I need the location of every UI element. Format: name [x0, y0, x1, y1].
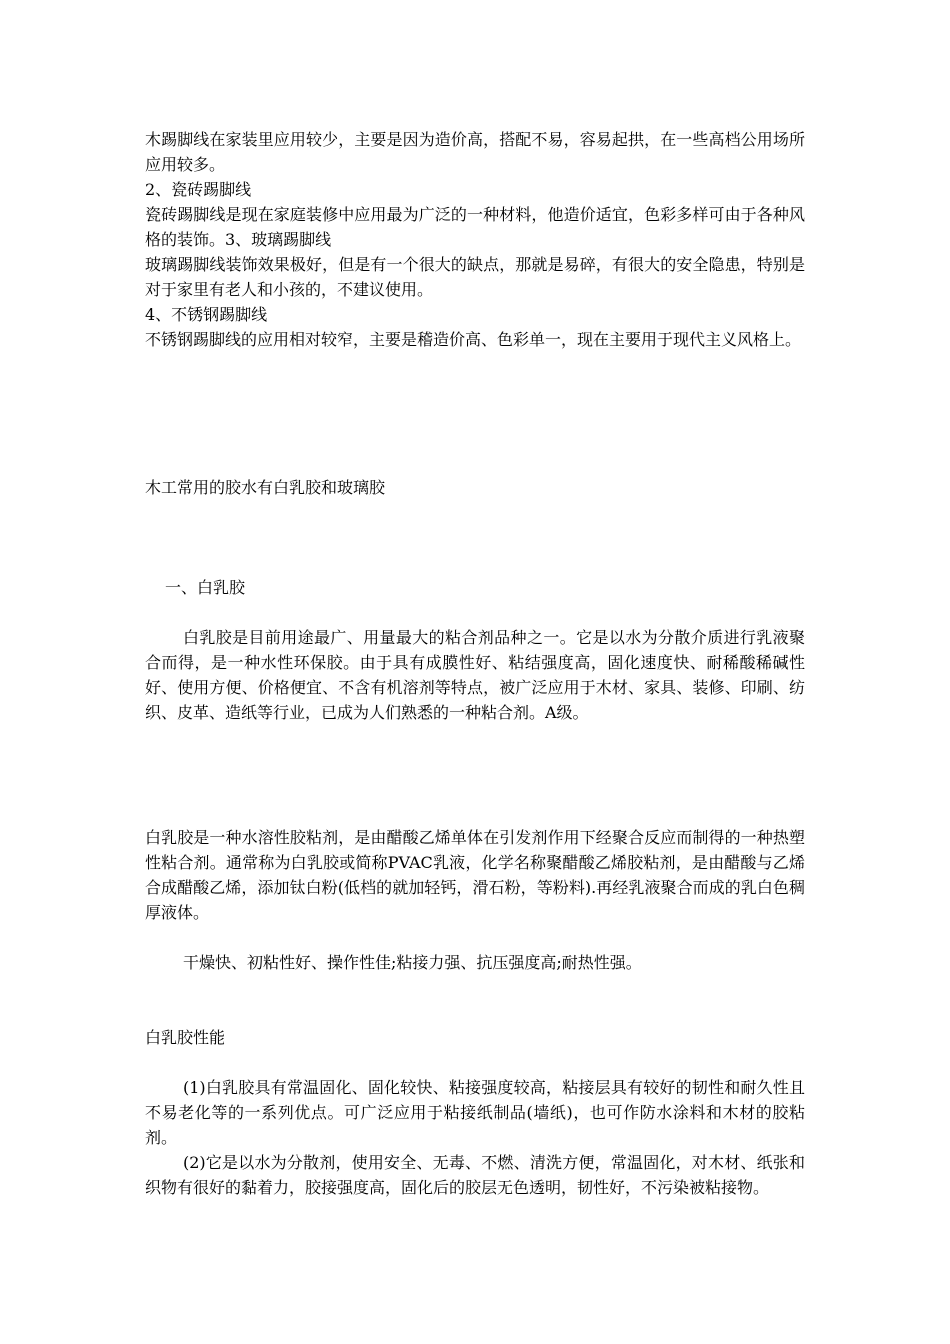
paragraph-white-latex-composition: 白乳胶是一种水溶性胶粘剂，是由醋酸乙烯单体在引发剂作用下经聚合反应而制得的一种热塑性粘合剂。通常称为白乳胶或简称PVAC乳液，化学名称聚醋酸乙烯胶粘剂，是由醋酸与乙烯合成醋酸乙烯，添加钛白粉(低档的就加轻钙，滑石粉，等粉料).再经乳液聚合而成的乳白色稠厚液体。 — [145, 828, 805, 922]
paragraph-tile-baseboard: 瓷砖踢脚线是现在家庭装修中应用最为广泛的一种材料，他造价适宜，色彩多样可由于各种风格的装饰。3、玻璃踢脚线 — [145, 205, 805, 249]
paragraph-glass-baseboard: 玻璃踢脚线装饰效果极好，但是有一个很大的缺点，那就是易碎，有很大的安全隐患，特别是对于家里有老人和小孩的，不建议使用。 — [145, 255, 805, 299]
heading-white-latex: 一、白乳胶 — [165, 578, 246, 597]
section-title-glue: 木工常用的胶水有白乳胶和玻璃胶 — [145, 478, 386, 497]
heading-white-latex-performance: 白乳胶性能 — [145, 1028, 226, 1047]
paragraph-white-latex-features: 干燥快、初粘性好、操作性佳;粘接力强、抗压强度高;耐热性强。 — [183, 953, 642, 972]
paragraph-performance-1: (1)白乳胶具有常温固化、固化较快、粘接强度较高，粘接层具有较好的韧性和耐久性且不易老化等的一系列优点。可广泛应用于粘接纸制品(墙纸)，也可作防水涂料和木材的胶粘剂。 — [145, 1078, 805, 1147]
paragraph-performance-2: (2)它是以水为分散剂，使用安全、无毒、不燃、清洗方便，常温固化，对木材、纸张和织物有很好的黏着力，胶接强度高，固化后的胶层无色透明，韧性好，不污染被粘接物。 — [145, 1153, 805, 1197]
paragraph-wood-baseboard: 木踢脚线在家装里应用较少，主要是因为造价高，搭配不易，容易起拱，在一些高档公用场所应用较多。 — [145, 130, 805, 174]
paragraph-steel-baseboard: 不锈钢踢脚线的应用相对较窄，主要是稽造价高、色彩单一，现在主要用于现代主义风格上。 — [145, 330, 802, 349]
heading-tile-baseboard: 2、瓷砖踢脚线 — [145, 180, 252, 199]
heading-steel-baseboard: 4、不锈钢踢脚线 — [145, 305, 268, 324]
paragraph-white-latex-intro: 白乳胶是目前用途最广、用量最大的粘合剂品种之一。它是以水为分散介质进行乳液聚合而得，是一种水性环保胶。由于具有成膜性好、粘结强度高，固化速度快、耐稀酸稀碱性好、使用方便、价格便宜、不含有机溶剂等特点，被广泛应用于木材、家具、装修、印刷、纺织、皮革、造纸等行业，已成为人们熟悉的一种粘合剂。A级。 — [145, 628, 805, 722]
